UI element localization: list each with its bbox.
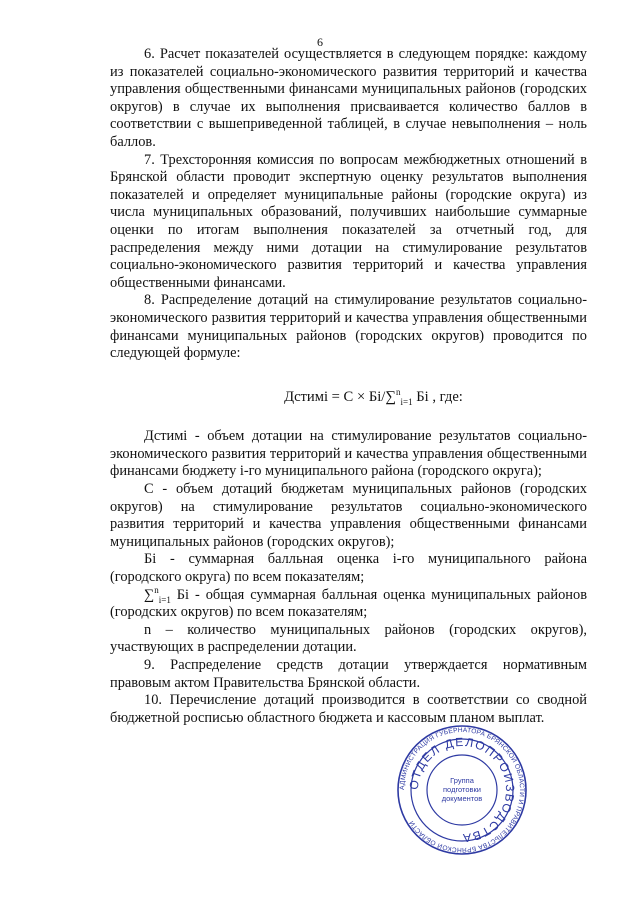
stamp-outer-text: АДМИНИСТРАЦИЯ ГУБЕРНАТОРА БРЯНСКОЙ ОБЛАСТИ И ПРАВИТЕЛЬСТВА БРЯНСКОЙ ОБЛАСТИ xyxy=(398,726,526,854)
paragraph-8: 8. Распределение дотаций на стимулирование результатов социально-экономического развития территорий и качества управления общественными финансами муниципальных районов (городских округов) проводится по следующей формуле: xyxy=(110,292,587,362)
formula-sum-symbol: ∑ xyxy=(385,388,397,405)
stamp-center-line-1: Группа xyxy=(450,776,474,785)
definition-n: n – количество муниципальных районов (городских округов), участвующих в распределении дотации. xyxy=(110,621,587,656)
definition-c: C - объем дотаций бюджетам муниципальных районов (городских округов) на стимулирование результатов социально-экономического развития территорий и качества управления общественными финансами муниципальных районов (городских округов); xyxy=(110,481,587,550)
page-number: 6 xyxy=(317,35,323,49)
definition-sum-upper: n xyxy=(154,584,159,595)
definition-sum-text: Бi - общая суммарная балльная оценка муниципальных районов (городских округов) по всем показателям; xyxy=(110,586,587,621)
stamp-center-line-3: документов xyxy=(441,794,483,803)
formula-sum-upper: n xyxy=(396,386,401,397)
formula-suffix: , где: xyxy=(428,388,463,405)
stamp-center-line-2: подготовки xyxy=(443,785,481,794)
definition-sum-symbol: ∑ xyxy=(144,586,155,603)
definition-bi: Бi - суммарная балльная оценка i-го муниципального района (городского округа) по всем показателям; xyxy=(110,551,587,586)
stamp-ring-text: ОТДЕЛ ДЕЛОПРОИЗВОДСТВА xyxy=(406,734,518,846)
paragraph-10: 10. Перечисление дотаций производится в соответствии со сводной бюджетной росписью областного бюджета и кассовым планом выплат. xyxy=(110,692,587,726)
paragraph-6: 6. Расчет показателей осуществляется в следующем порядке: каждому из показателей социально-экономического развития территорий и качества управления общественными финансами муниципальных районов (городских округов) в случае их выполнения присваивается количество баллов в соответствии с вышеприведенной таблицей, в случае невыполнения – ноль баллов. xyxy=(110,46,587,150)
paragraph-7: 7. Трехсторонняя комиссия по вопросам межбюджетных отношений в Брянской области проводит экспертную оценку результатов выполнения показателей и определяет муниципальные районы (городские округа) из числа муниципальных образований, получивших наибольшие суммарные оценки по итогам выполнения показателей за отчетный год, для распределения между ними дотации на стимулирование результатов социально-экономического развития территорий и качества управления общественными финансами. xyxy=(110,151,587,291)
definition-sum-bi xyxy=(110,584,587,622)
office-stamp xyxy=(396,724,528,856)
definition-dstim: Дстимi - объем дотации на стимулирование результатов социально-экономического развития территорий и качества управления общественными финансами бюджету i-го муниципального района (городского округа); xyxy=(110,428,587,480)
distribution-formula xyxy=(110,386,587,407)
formula-sum-lower: i=1 xyxy=(400,396,413,407)
formula-lhs: Дстимi = C × Бi/ xyxy=(284,388,386,405)
definition-sum-lower: i=1 xyxy=(158,594,171,605)
document-body xyxy=(110,46,587,727)
formula-sum-term: Бi xyxy=(412,388,429,405)
paragraph-9: 9. Распределение средств дотации утверждается нормативным правовым актом Правительства Брянской области. xyxy=(110,657,587,691)
